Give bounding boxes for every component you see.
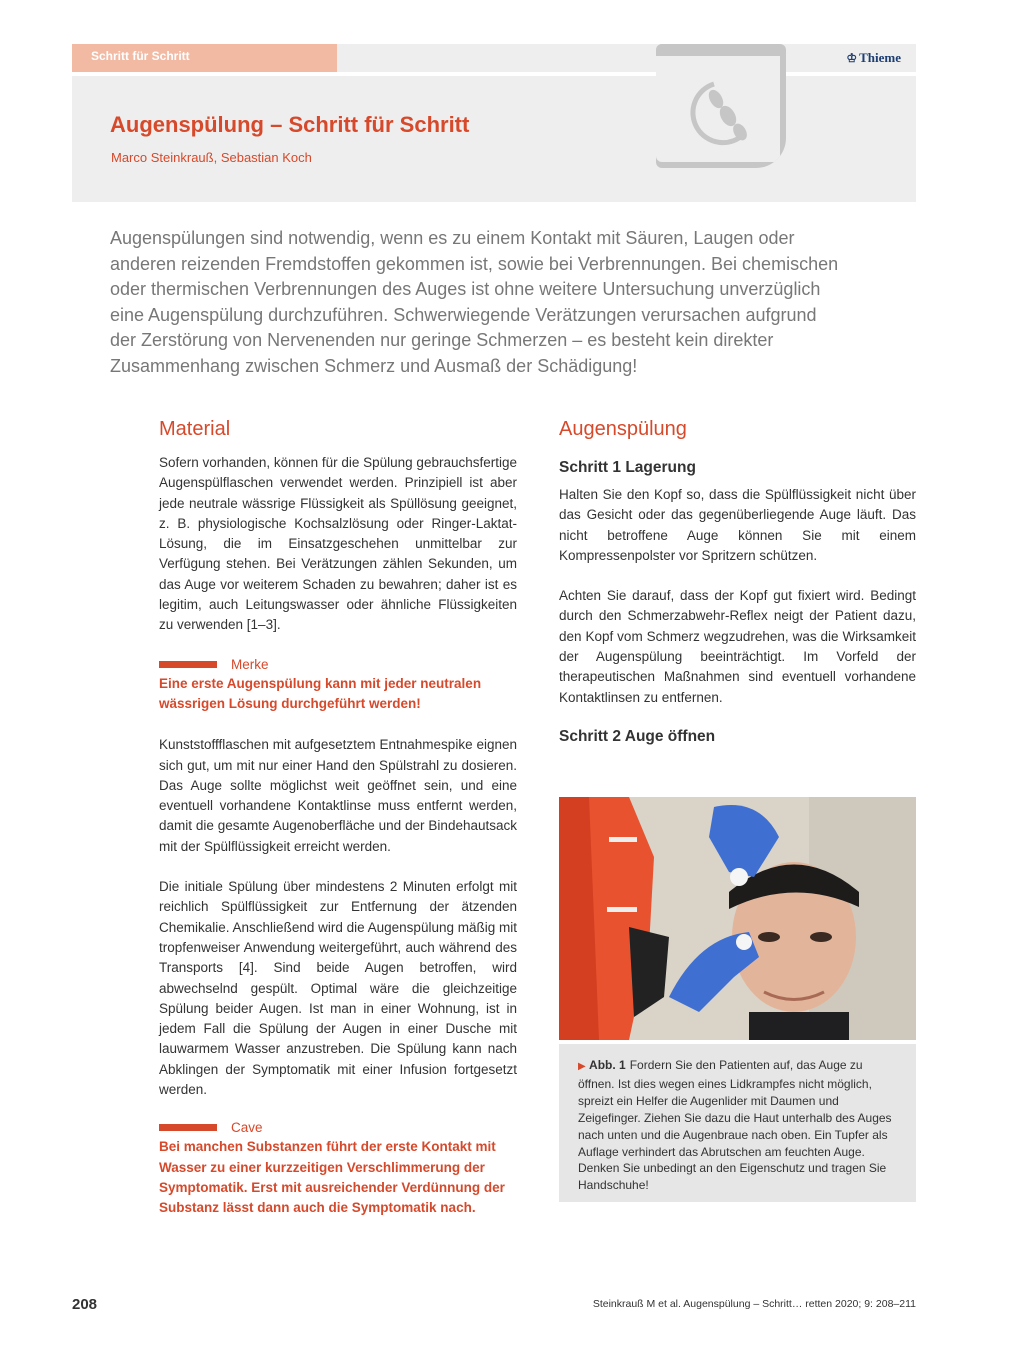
brand-label: Thieme bbox=[859, 50, 901, 65]
left-column bbox=[159, 418, 517, 1219]
augenspuelung-heading: Augenspülung bbox=[559, 418, 687, 440]
article-title: Augenspülung – Schritt für Schritt bbox=[110, 112, 470, 137]
merke-bar bbox=[159, 661, 217, 668]
merke-text: Eine erste Augenspülung kann mit jeder neutralen wässrigen Lösung durchgeführt werden! bbox=[159, 675, 482, 711]
merke-label bbox=[159, 657, 517, 672]
figure-photo bbox=[559, 797, 916, 1040]
cave-label bbox=[159, 1120, 517, 1135]
merke-label-text: Merke bbox=[231, 656, 269, 672]
page-number: 208 bbox=[72, 1296, 98, 1313]
cave-text: Bei manchen Substanzen führt der erste Kontakt mit Wasser zu einer kurzzeitigen Verschlimmerung der Symptomatik. Erst mit ausreichender Verdünnung der Substanz lässt dann auch die Symptomatik nach. bbox=[159, 1139, 505, 1216]
step2-title: Schritt 2 Auge öffnen bbox=[559, 727, 716, 745]
material-paragraph-1: Sofern vorhanden, können für die Spülung gebrauchsfertige Augenspülflaschen verwendet werden. Prinzipiell ist aber jede neutrale wässrige Flüssigkeit als Spüllösung geeignet, z. B. physiologische Kochsalzlösung oder Ringer-Laktat-Lösung, die im Einsatzgeschehen unmittelbar zur Verfügung stehen. Bei Verätzungen zählen Sekunden, um das Auge vor weiterem Schaden zu bewahren; daher ist es legitim, auch Leitungswasser oder ähnliche Flüssigkeiten zu verwenden [1–3]. bbox=[159, 455, 518, 633]
thieme-crest-icon: ♔ bbox=[846, 51, 858, 65]
article-authors: Marco Steinkrauß, Sebastian Koch bbox=[111, 150, 312, 165]
lead-paragraph: Augenspülungen sind notwendig, wenn es zu einem Kontakt mit Säuren, Laugen oder anderen reizenden Fremdstoffen gekommen ist, sowie bei Verbrennungen. Bei chemischen oder thermischen Verbrennungen des Auges ist ohne weitere Untersuchung unverzüglich eine Augenspülung durchzuführen. Schwerwiegende Verätzungen verursachen aufgrund der Zerstörung von Nervenenden nur geringe Schmerzen – es besteht kein direkter Zusammenhang zwischen Schmerz und Ausmaß der Schädigung! bbox=[110, 228, 839, 376]
step1-paragraph-2: Achten Sie darauf, dass der Kopf gut fixiert wird. Bedingt durch den Schmerzabwehr-Reflex neigt der Patient dazu, den Kopf vom Schmerz wegzudrehen, was die Wirksamkeit der Augenspülung beeinträchtigt. Im Vorfeld der therapeutischen Maßnahmen sind eventuell vorhandene Kontaktlinsen zu entfernen. bbox=[559, 588, 916, 705]
cave-label-text: Cave bbox=[231, 1120, 263, 1136]
step1-paragraph-1: Halten Sie den Kopf so, dass die Spülflüssigkeit nicht über das Gesicht oder das gegenüberliegende Auge läuft. Das nicht betroffene Auge können Sie mit einem Kompressenpolster vor Spritzern schützen. bbox=[559, 487, 916, 563]
footprints-logo-icon bbox=[656, 44, 786, 168]
caption-arrow-icon: ▶ bbox=[578, 1061, 586, 1072]
material-paragraph-3: Die initiale Spülung über mindestens 2 Minuten erfolgt mit reichlich Spülflüssigkeit zur Entfernung der ätzenden Chemikalie. Anschließend wird die Augenspülung mäßig mit tropfenweiser Anwendung weitergeführt, auch während des Transports [4]. Sind beide Augen betroffen, wird abwechselnd gespült. Optimal wäre die gleichzeitige Spülung beider Augen. Ist man in einer Wohnung, ist in jedem Fall die Spülung der Augen in einer Dusche mit lauwarmem Wasser anzustreben. Die Spülung kann nach Abklingen der Symptomatik mit einer Infusion fortgesetzt werden. bbox=[159, 879, 517, 1098]
section-tag: Schritt für Schritt bbox=[72, 44, 337, 72]
step1-title: Schritt 1 Lagerung bbox=[559, 459, 696, 476]
cave-bar bbox=[159, 1124, 217, 1131]
article-header bbox=[72, 76, 916, 202]
right-column bbox=[559, 418, 916, 746]
material-heading: Material bbox=[159, 418, 231, 440]
caption-label: Abb. 1 bbox=[589, 1058, 626, 1072]
material-paragraph-2: Kunststoffflaschen mit aufgesetztem Entnahmespike eignen sich gut, um mit nur einer Hand den Spülstrahl zu dosieren. Das Auge sollte möglichst weit geöffnet sein, und eine eventuell vorhandene Kontaktlinse muss entfernt werden, damit die gesamte Augenoberfläche und der Bindehautsack mit der Spülflüssigkeit erreicht werden. bbox=[159, 737, 517, 854]
figure-caption bbox=[559, 1044, 916, 1202]
publisher-brand bbox=[846, 50, 901, 66]
citation: Steinkrauß M et al. Augenspülung – Schritt… retten 2020; 9: 208–211 bbox=[592, 1298, 916, 1310]
caption-text: Fordern Sie den Patienten auf, das Auge zu öffnen. Ist dies wegen eines Lidkrampfes nicht möglich, spreizt ein Helfer die Augenlider mit Daumen und Zeigefinger. Ziehen Sie dazu die Haut unterhalb des Auges nach unten und die Augenbraue nach oben. Ein Tupfer als Auflage verhindert das Abrutschen am feuchten Auge. Denken Sie unbedingt an den Eigenschutz und tragen Sie Handschuhe! bbox=[578, 1058, 892, 1193]
